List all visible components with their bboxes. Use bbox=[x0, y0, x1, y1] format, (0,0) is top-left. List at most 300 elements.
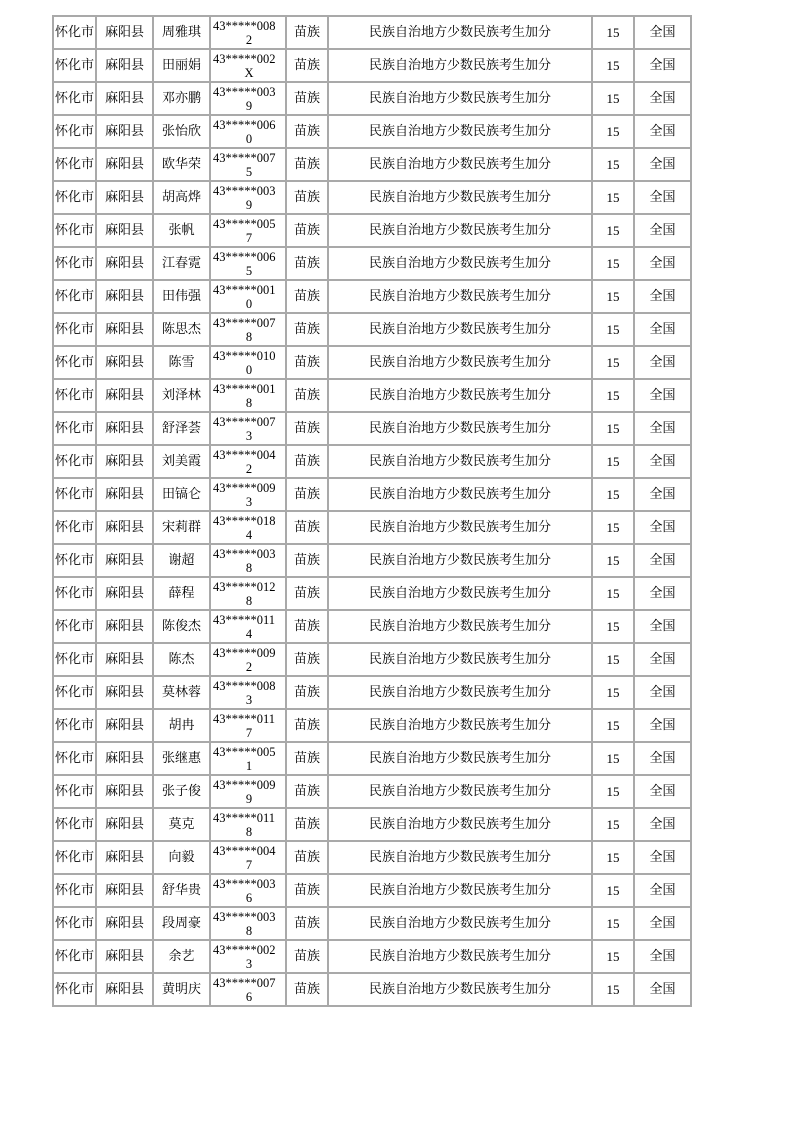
id-number-line-1: 43*****002 bbox=[213, 942, 276, 957]
id-number-line-1: 43*****003 bbox=[213, 183, 276, 198]
bonus-points-cell: 15 bbox=[592, 49, 634, 82]
student-name-cell: 莫林蓉 bbox=[153, 676, 210, 709]
city-cell bbox=[53, 643, 96, 676]
id-number-line-2: 2 bbox=[245, 461, 253, 476]
id-number-line-1: 43*****008 bbox=[213, 678, 276, 693]
bonus-points-cell: 15 bbox=[592, 577, 634, 610]
city-cell bbox=[53, 16, 96, 49]
id-number-line-2: 8 bbox=[245, 824, 253, 839]
id-number-cell bbox=[210, 379, 286, 412]
ethnicity-cell: 苗族 bbox=[286, 808, 328, 841]
table-row bbox=[53, 511, 691, 544]
bonus-points-cell: 15 bbox=[592, 412, 634, 445]
ethnicity-cell: 苗族 bbox=[286, 775, 328, 808]
id-number-cell bbox=[210, 643, 286, 676]
scope-cell: 全国 bbox=[634, 973, 691, 1006]
ethnicity-cell: 苗族 bbox=[286, 82, 328, 115]
bonus-category-cell: 民族自治地方少数民族考生加分 bbox=[328, 577, 592, 610]
scope-cell: 全国 bbox=[634, 49, 691, 82]
id-number-line-1: 43*****010 bbox=[213, 348, 276, 363]
student-name-cell: 陈杰 bbox=[153, 643, 210, 676]
table-row bbox=[53, 577, 691, 610]
table-row bbox=[53, 379, 691, 412]
id-number-cell bbox=[210, 742, 286, 775]
id-number-line-1: 43*****004 bbox=[213, 447, 276, 462]
id-number-line-2: 2 bbox=[245, 32, 253, 47]
scope-cell: 全国 bbox=[634, 445, 691, 478]
id-number-cell bbox=[210, 148, 286, 181]
county-cell: 麻阳县 bbox=[96, 610, 153, 643]
bonus-points-cell: 15 bbox=[592, 445, 634, 478]
id-number-line-1: 43*****007 bbox=[213, 315, 276, 330]
city-cell bbox=[53, 148, 96, 181]
bonus-points-cell: 15 bbox=[592, 775, 634, 808]
bonus-points-cell: 15 bbox=[592, 478, 634, 511]
county-cell: 麻阳县 bbox=[96, 115, 153, 148]
bonus-points-cell: 15 bbox=[592, 742, 634, 775]
bonus-category-cell: 民族自治地方少数民族考生加分 bbox=[328, 775, 592, 808]
student-name-cell: 舒泽荟 bbox=[153, 412, 210, 445]
id-number-line-1: 43*****003 bbox=[213, 876, 276, 891]
ethnicity-cell: 苗族 bbox=[286, 280, 328, 313]
bonus-points-cell: 15 bbox=[592, 973, 634, 1006]
ethnicity-cell: 苗族 bbox=[286, 478, 328, 511]
scope-cell: 全国 bbox=[634, 544, 691, 577]
student-name-cell: 欧华荣 bbox=[153, 148, 210, 181]
city-cell bbox=[53, 940, 96, 973]
bonus-category-cell: 民族自治地方少数民族考生加分 bbox=[328, 544, 592, 577]
city-text: 怀化市 bbox=[54, 750, 94, 766]
student-name-cell: 宋莉群 bbox=[153, 511, 210, 544]
bonus-points-cell: 15 bbox=[592, 808, 634, 841]
id-number-line-2: 3 bbox=[245, 494, 253, 509]
city-text: 怀化市 bbox=[54, 849, 94, 865]
city-text: 怀化市 bbox=[54, 519, 94, 535]
city-cell bbox=[53, 445, 96, 478]
id-number-line-1: 43*****011 bbox=[213, 612, 276, 627]
bonus-points-cell: 15 bbox=[592, 511, 634, 544]
city-cell bbox=[53, 181, 96, 214]
county-cell: 麻阳县 bbox=[96, 709, 153, 742]
county-cell: 麻阳县 bbox=[96, 412, 153, 445]
city-text: 怀化市 bbox=[54, 552, 94, 568]
id-number-line-1: 43*****007 bbox=[213, 975, 276, 990]
student-name-cell: 薛程 bbox=[153, 577, 210, 610]
city-text: 怀化市 bbox=[54, 57, 94, 73]
student-name-cell: 邓亦鹏 bbox=[153, 82, 210, 115]
table-row bbox=[53, 841, 691, 874]
table-row bbox=[53, 808, 691, 841]
city-text: 怀化市 bbox=[54, 222, 94, 238]
id-number-line-1: 43*****011 bbox=[213, 810, 276, 825]
ethnicity-cell: 苗族 bbox=[286, 16, 328, 49]
student-name-cell: 谢超 bbox=[153, 544, 210, 577]
county-cell: 麻阳县 bbox=[96, 907, 153, 940]
bonus-category-cell: 民族自治地方少数民族考生加分 bbox=[328, 16, 592, 49]
table-row bbox=[53, 874, 691, 907]
table-row bbox=[53, 16, 691, 49]
county-cell: 麻阳县 bbox=[96, 313, 153, 346]
city-cell bbox=[53, 379, 96, 412]
bonus-category-cell: 民族自治地方少数民族考生加分 bbox=[328, 874, 592, 907]
bonus-points-cell: 15 bbox=[592, 82, 634, 115]
id-number-line-1: 43*****006 bbox=[213, 249, 276, 264]
county-cell: 麻阳县 bbox=[96, 676, 153, 709]
scope-cell: 全国 bbox=[634, 775, 691, 808]
city-cell bbox=[53, 676, 96, 709]
scope-cell: 全国 bbox=[634, 115, 691, 148]
id-number-line-1: 43*****012 bbox=[213, 579, 276, 594]
city-cell bbox=[53, 313, 96, 346]
scope-cell: 全国 bbox=[634, 841, 691, 874]
county-cell: 麻阳县 bbox=[96, 577, 153, 610]
table-row bbox=[53, 907, 691, 940]
city-cell bbox=[53, 742, 96, 775]
student-name-cell: 江春霓 bbox=[153, 247, 210, 280]
city-cell bbox=[53, 247, 96, 280]
scope-cell: 全国 bbox=[634, 676, 691, 709]
scope-cell: 全国 bbox=[634, 412, 691, 445]
scope-cell: 全国 bbox=[634, 16, 691, 49]
county-cell: 麻阳县 bbox=[96, 181, 153, 214]
bonus-points-cell: 15 bbox=[592, 115, 634, 148]
id-number-cell bbox=[210, 610, 286, 643]
bonus-points-cell: 15 bbox=[592, 247, 634, 280]
student-name-cell: 刘美霞 bbox=[153, 445, 210, 478]
id-number-line-2: 1 bbox=[245, 758, 253, 773]
table-row bbox=[53, 148, 691, 181]
id-number-line-2: 8 bbox=[245, 329, 253, 344]
student-name-cell: 刘泽林 bbox=[153, 379, 210, 412]
table-body bbox=[53, 16, 691, 1006]
ethnicity-cell: 苗族 bbox=[286, 346, 328, 379]
bonus-points-cell: 15 bbox=[592, 148, 634, 181]
city-text: 怀化市 bbox=[54, 915, 94, 931]
bonus-category-cell: 民族自治地方少数民族考生加分 bbox=[328, 49, 592, 82]
city-text: 怀化市 bbox=[54, 486, 94, 502]
city-text: 怀化市 bbox=[54, 354, 94, 370]
scope-cell: 全国 bbox=[634, 643, 691, 676]
id-number-cell bbox=[210, 82, 286, 115]
id-number-line-2: 9 bbox=[245, 791, 253, 806]
scope-cell: 全国 bbox=[634, 511, 691, 544]
student-name-cell: 张怡欣 bbox=[153, 115, 210, 148]
id-number-cell bbox=[210, 280, 286, 313]
county-cell: 麻阳县 bbox=[96, 49, 153, 82]
id-number-line-2: 8 bbox=[245, 395, 253, 410]
city-cell bbox=[53, 973, 96, 1006]
table-row bbox=[53, 709, 691, 742]
county-cell: 麻阳县 bbox=[96, 16, 153, 49]
id-number-line-1: 43*****011 bbox=[213, 711, 276, 726]
bonus-points-cell: 15 bbox=[592, 181, 634, 214]
scope-cell: 全国 bbox=[634, 313, 691, 346]
student-name-cell: 田丽娟 bbox=[153, 49, 210, 82]
ethnicity-cell: 苗族 bbox=[286, 148, 328, 181]
bonus-category-cell: 民族自治地方少数民族考生加分 bbox=[328, 610, 592, 643]
student-name-cell: 陈雪 bbox=[153, 346, 210, 379]
id-number-line-2: 2 bbox=[245, 659, 253, 674]
id-number-line-2: 6 bbox=[245, 890, 253, 905]
table-row bbox=[53, 775, 691, 808]
bonus-category-cell: 民族自治地方少数民族考生加分 bbox=[328, 742, 592, 775]
student-name-cell: 黄明庆 bbox=[153, 973, 210, 1006]
city-text: 怀化市 bbox=[54, 981, 94, 997]
bonus-points-cell: 15 bbox=[592, 940, 634, 973]
scope-cell: 全国 bbox=[634, 907, 691, 940]
id-number-line-2: 3 bbox=[245, 692, 253, 707]
id-number-line-2: 7 bbox=[245, 725, 253, 740]
table-row bbox=[53, 445, 691, 478]
id-number-cell bbox=[210, 313, 286, 346]
scope-cell: 全国 bbox=[634, 280, 691, 313]
student-name-cell: 张子俊 bbox=[153, 775, 210, 808]
city-cell bbox=[53, 775, 96, 808]
city-cell bbox=[53, 610, 96, 643]
id-number-line-2: 5 bbox=[245, 164, 253, 179]
id-number-line-1: 43*****003 bbox=[213, 909, 276, 924]
id-number-line-1: 43*****007 bbox=[213, 414, 276, 429]
city-text: 怀化市 bbox=[54, 387, 94, 403]
scope-cell: 全国 bbox=[634, 181, 691, 214]
city-cell bbox=[53, 82, 96, 115]
bonus-points-cell: 15 bbox=[592, 280, 634, 313]
ethnicity-cell: 苗族 bbox=[286, 577, 328, 610]
id-number-cell bbox=[210, 808, 286, 841]
county-cell: 麻阳县 bbox=[96, 346, 153, 379]
id-number-line-2: 3 bbox=[245, 428, 253, 443]
county-cell: 麻阳县 bbox=[96, 445, 153, 478]
bonus-points-table bbox=[52, 15, 692, 1007]
scope-cell: 全国 bbox=[634, 610, 691, 643]
city-text: 怀化市 bbox=[54, 684, 94, 700]
table-row bbox=[53, 742, 691, 775]
student-name-cell: 陈思杰 bbox=[153, 313, 210, 346]
scope-cell: 全国 bbox=[634, 247, 691, 280]
student-name-cell: 胡高烨 bbox=[153, 181, 210, 214]
scope-cell: 全国 bbox=[634, 709, 691, 742]
id-number-line-1: 43*****001 bbox=[213, 282, 276, 297]
id-number-cell bbox=[210, 346, 286, 379]
bonus-category-cell: 民族自治地方少数民族考生加分 bbox=[328, 973, 592, 1006]
scope-cell: 全国 bbox=[634, 808, 691, 841]
ethnicity-cell: 苗族 bbox=[286, 676, 328, 709]
table-row bbox=[53, 412, 691, 445]
bonus-category-cell: 民族自治地方少数民族考生加分 bbox=[328, 412, 592, 445]
bonus-points-cell: 15 bbox=[592, 214, 634, 247]
ethnicity-cell: 苗族 bbox=[286, 709, 328, 742]
ethnicity-cell: 苗族 bbox=[286, 445, 328, 478]
student-name-cell: 段周豪 bbox=[153, 907, 210, 940]
id-number-line-2: 9 bbox=[245, 98, 253, 113]
county-cell: 麻阳县 bbox=[96, 973, 153, 1006]
id-number-cell bbox=[210, 940, 286, 973]
scope-cell: 全国 bbox=[634, 148, 691, 181]
city-text: 怀化市 bbox=[54, 288, 94, 304]
ethnicity-cell: 苗族 bbox=[286, 907, 328, 940]
id-number-line-1: 43*****003 bbox=[213, 546, 276, 561]
county-cell: 麻阳县 bbox=[96, 478, 153, 511]
county-cell: 麻阳县 bbox=[96, 808, 153, 841]
bonus-points-cell: 15 bbox=[592, 709, 634, 742]
ethnicity-cell: 苗族 bbox=[286, 973, 328, 1006]
table-row bbox=[53, 115, 691, 148]
county-cell: 麻阳县 bbox=[96, 511, 153, 544]
id-number-cell bbox=[210, 445, 286, 478]
student-name-cell: 舒华贵 bbox=[153, 874, 210, 907]
id-number-line-2: 6 bbox=[245, 989, 253, 1004]
ethnicity-cell: 苗族 bbox=[286, 742, 328, 775]
bonus-points-cell: 15 bbox=[592, 313, 634, 346]
bonus-points-cell: 15 bbox=[592, 643, 634, 676]
city-cell bbox=[53, 346, 96, 379]
student-name-cell: 张继惠 bbox=[153, 742, 210, 775]
bonus-points-cell: 15 bbox=[592, 874, 634, 907]
city-cell bbox=[53, 280, 96, 313]
city-text: 怀化市 bbox=[54, 948, 94, 964]
id-number-cell bbox=[210, 544, 286, 577]
id-number-cell bbox=[210, 214, 286, 247]
id-number-cell bbox=[210, 478, 286, 511]
student-name-cell: 向毅 bbox=[153, 841, 210, 874]
city-cell bbox=[53, 478, 96, 511]
bonus-category-cell: 民族自治地方少数民族考生加分 bbox=[328, 676, 592, 709]
id-number-line-2: 0 bbox=[245, 131, 253, 146]
id-number-line-1: 43*****018 bbox=[213, 513, 276, 528]
student-name-cell: 余艺 bbox=[153, 940, 210, 973]
id-number-line-1: 43*****003 bbox=[213, 84, 276, 99]
county-cell: 麻阳县 bbox=[96, 874, 153, 907]
county-cell: 麻阳县 bbox=[96, 940, 153, 973]
id-number-line-1: 43*****005 bbox=[213, 744, 276, 759]
ethnicity-cell: 苗族 bbox=[286, 544, 328, 577]
id-number-cell bbox=[210, 676, 286, 709]
bonus-points-cell: 15 bbox=[592, 676, 634, 709]
ethnicity-cell: 苗族 bbox=[286, 49, 328, 82]
id-number-line-1: 43*****006 bbox=[213, 117, 276, 132]
student-name-cell: 陈俊杰 bbox=[153, 610, 210, 643]
id-number-line-1: 43*****001 bbox=[213, 381, 276, 396]
bonus-category-cell: 民族自治地方少数民族考生加分 bbox=[328, 907, 592, 940]
city-text: 怀化市 bbox=[54, 123, 94, 139]
id-number-cell bbox=[210, 412, 286, 445]
city-text: 怀化市 bbox=[54, 189, 94, 205]
city-text: 怀化市 bbox=[54, 24, 94, 40]
table-row bbox=[53, 280, 691, 313]
ethnicity-cell: 苗族 bbox=[286, 214, 328, 247]
table-row bbox=[53, 610, 691, 643]
table-row bbox=[53, 973, 691, 1006]
id-number-line-1: 43*****005 bbox=[213, 216, 276, 231]
table-row bbox=[53, 478, 691, 511]
city-text: 怀化市 bbox=[54, 321, 94, 337]
scope-cell: 全国 bbox=[634, 214, 691, 247]
scope-cell: 全国 bbox=[634, 346, 691, 379]
id-number-cell bbox=[210, 247, 286, 280]
bonus-points-cell: 15 bbox=[592, 544, 634, 577]
table-row bbox=[53, 247, 691, 280]
county-cell: 麻阳县 bbox=[96, 643, 153, 676]
city-text: 怀化市 bbox=[54, 90, 94, 106]
id-number-cell bbox=[210, 709, 286, 742]
id-number-line-1: 43*****008 bbox=[213, 18, 276, 33]
table-row bbox=[53, 82, 691, 115]
bonus-category-cell: 民族自治地方少数民族考生加分 bbox=[328, 247, 592, 280]
id-number-cell bbox=[210, 874, 286, 907]
ethnicity-cell: 苗族 bbox=[286, 874, 328, 907]
bonus-points-cell: 15 bbox=[592, 907, 634, 940]
bonus-category-cell: 民族自治地方少数民族考生加分 bbox=[328, 940, 592, 973]
id-number-line-2: X bbox=[244, 65, 254, 80]
city-cell bbox=[53, 577, 96, 610]
city-cell bbox=[53, 874, 96, 907]
table-row bbox=[53, 181, 691, 214]
city-text: 怀化市 bbox=[54, 585, 94, 601]
scope-cell: 全国 bbox=[634, 874, 691, 907]
city-text: 怀化市 bbox=[54, 717, 94, 733]
table-row bbox=[53, 676, 691, 709]
bonus-category-cell: 民族自治地方少数民族考生加分 bbox=[328, 709, 592, 742]
id-number-line-2: 3 bbox=[245, 956, 253, 971]
scope-cell: 全国 bbox=[634, 478, 691, 511]
scope-cell: 全国 bbox=[634, 940, 691, 973]
city-text: 怀化市 bbox=[54, 783, 94, 799]
ethnicity-cell: 苗族 bbox=[286, 610, 328, 643]
bonus-category-cell: 民族自治地方少数民族考生加分 bbox=[328, 445, 592, 478]
city-cell bbox=[53, 214, 96, 247]
id-number-line-2: 8 bbox=[245, 593, 253, 608]
ethnicity-cell: 苗族 bbox=[286, 115, 328, 148]
table-row bbox=[53, 49, 691, 82]
bonus-category-cell: 民族自治地方少数民族考生加分 bbox=[328, 82, 592, 115]
city-cell bbox=[53, 511, 96, 544]
id-number-line-2: 4 bbox=[245, 527, 253, 542]
city-cell bbox=[53, 544, 96, 577]
city-text: 怀化市 bbox=[54, 420, 94, 436]
city-cell bbox=[53, 709, 96, 742]
county-cell: 麻阳县 bbox=[96, 247, 153, 280]
ethnicity-cell: 苗族 bbox=[286, 643, 328, 676]
bonus-category-cell: 民族自治地方少数民族考生加分 bbox=[328, 313, 592, 346]
id-number-line-1: 43*****009 bbox=[213, 480, 276, 495]
table-row bbox=[53, 940, 691, 973]
city-text: 怀化市 bbox=[54, 882, 94, 898]
id-number-cell bbox=[210, 181, 286, 214]
scope-cell: 全国 bbox=[634, 577, 691, 610]
id-number-line-2: 0 bbox=[245, 362, 253, 377]
ethnicity-cell: 苗族 bbox=[286, 379, 328, 412]
id-number-line-1: 43*****009 bbox=[213, 777, 276, 792]
bonus-category-cell: 民族自治地方少数民族考生加分 bbox=[328, 214, 592, 247]
id-number-cell bbox=[210, 49, 286, 82]
bonus-category-cell: 民族自治地方少数民族考生加分 bbox=[328, 643, 592, 676]
table-row bbox=[53, 544, 691, 577]
ethnicity-cell: 苗族 bbox=[286, 511, 328, 544]
bonus-category-cell: 民族自治地方少数民族考生加分 bbox=[328, 379, 592, 412]
student-name-cell: 田伟强 bbox=[153, 280, 210, 313]
bonus-points-cell: 15 bbox=[592, 346, 634, 379]
id-number-line-2: 9 bbox=[245, 197, 253, 212]
scope-cell: 全国 bbox=[634, 379, 691, 412]
city-cell bbox=[53, 412, 96, 445]
id-number-cell bbox=[210, 907, 286, 940]
student-name-cell: 莫克 bbox=[153, 808, 210, 841]
id-number-line-2: 7 bbox=[245, 857, 253, 872]
bonus-category-cell: 民族自治地方少数民族考生加分 bbox=[328, 808, 592, 841]
id-number-line-1: 43*****009 bbox=[213, 645, 276, 660]
bonus-category-cell: 民族自治地方少数民族考生加分 bbox=[328, 148, 592, 181]
county-cell: 麻阳县 bbox=[96, 214, 153, 247]
